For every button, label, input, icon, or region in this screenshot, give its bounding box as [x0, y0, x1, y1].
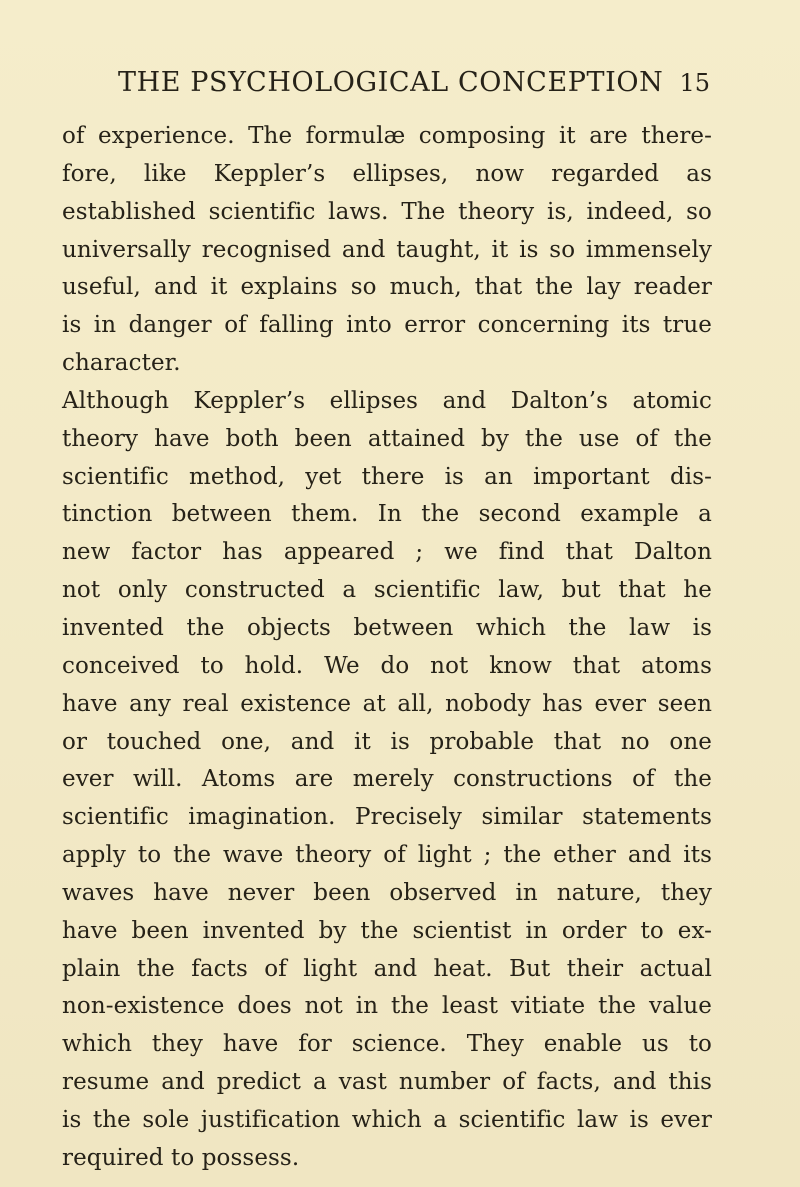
text-line: waves have never been observed in nature, they — [62, 879, 712, 906]
text-line: character. — [62, 350, 181, 377]
text-line: is the sole justification which a scientific law is ever — [62, 1106, 712, 1133]
text-line: required to possess. — [62, 1144, 300, 1171]
text-line: conceived to hold. We do not know that atoms — [62, 652, 712, 679]
text-line: plain the facts of light and heat. But their actual — [62, 955, 712, 982]
text-line: is in danger of falling into error concerning its true — [62, 312, 712, 339]
page-number: 15 — [679, 69, 710, 97]
text-line: established scientific laws. The theory is, indeed, so — [62, 198, 712, 225]
text-line: Although Keppler’s ellipses and Dalton’s atomic — [62, 387, 712, 414]
text-line: ever will. Atoms are merely constructions of the — [62, 766, 712, 793]
text-line: have been invented by the scientist in order to ex- — [62, 917, 712, 944]
text-line: useful, and it explains so much, that the lay reader — [62, 274, 712, 301]
text-line: theory have both been attained by the use of the — [62, 425, 712, 452]
text-line: universally recognised and taught, it is so immensely — [62, 236, 712, 263]
text-line: scientific imagination. Precisely similar statements — [62, 804, 712, 831]
running-title: THE PSYCHOLOGICAL CONCEPTION — [118, 67, 664, 98]
text-line: resume and predict a vast number of facts, and this — [62, 1069, 712, 1096]
text-line: scientific method, yet there is an important dis- — [62, 463, 712, 490]
text-line: not only constructed a scientific law, but that he — [62, 577, 712, 604]
text-line: which they have for science. They enable us to — [62, 1031, 712, 1058]
text-line: have any real existence at all, nobody has ever seen — [62, 690, 712, 717]
text-line: invented the objects between which the law is — [62, 614, 712, 641]
text-line: new factor has appeared ; we find that Dalton — [62, 539, 712, 566]
text-line: apply to the wave theory of light ; the ether and its — [62, 842, 712, 869]
running-head — [64, 64, 710, 102]
text-line: tinction between them. In the second example a — [62, 501, 712, 528]
text-line: non-existence does not in the least vitiate the value — [62, 993, 712, 1020]
text-line: of experience. The formulæ composing it are there- — [62, 123, 712, 149]
text-line: fore, like Keppler’s ellipses, now regarded as — [62, 160, 712, 187]
body-text — [62, 118, 712, 1178]
text-line: or touched one, and it is probable that no one — [62, 728, 712, 755]
